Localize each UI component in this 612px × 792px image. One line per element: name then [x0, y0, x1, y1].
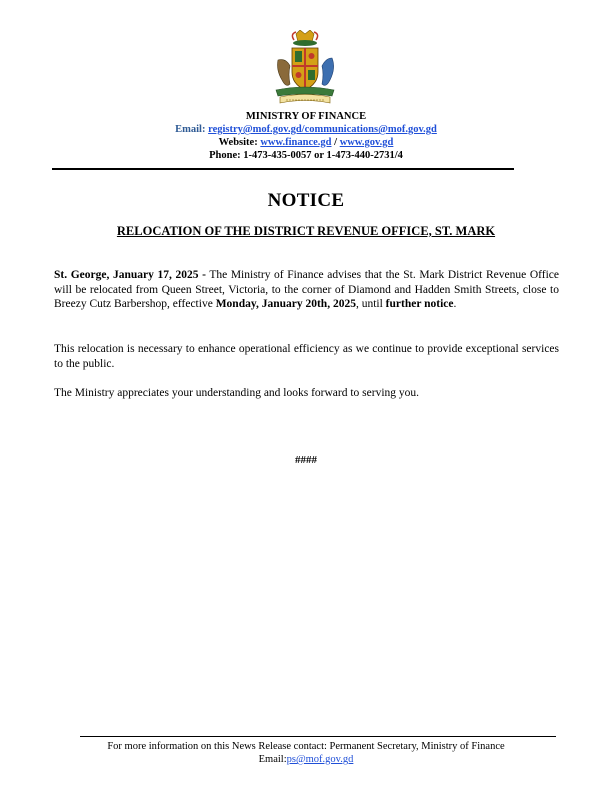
effective-date: Monday, January 20th, 2025	[215, 298, 356, 311]
header-email-link[interactable]: registry@mof.gov.gd/communications@mof.gov.gd	[208, 124, 437, 135]
notice-subtitle: RELOCATION OF THE DISTRICT REVENUE OFFICE, ST. MARK	[116, 224, 496, 238]
footer-email-line	[0, 753, 612, 766]
until-further-notice: further notice	[385, 298, 454, 311]
website-link-gov[interactable]: www.gov.gd	[339, 137, 394, 148]
footer-email-link[interactable]: ps@mof.gov.gd	[286, 754, 354, 765]
paragraph-2: This relocation is necessary to enhance operational efficiency as we continue to provide exceptional services to the public.	[54, 343, 559, 370]
header-website-label: Website:	[218, 137, 258, 148]
website-link-finance[interactable]: www.finance.gd	[260, 137, 332, 148]
paragraph-1-text-b: , until	[355, 298, 386, 311]
paragraph-1-end: .	[453, 298, 457, 311]
ministry-name: MINISTRY OF FINANCE	[245, 111, 367, 122]
paragraph-1-text-a: The Ministry of Finance advises that the St. Mark District Revenue Office will be relocated from Queen Street, Victoria, to the corner of Diamond and Hadden Smith Streets, close to Breezy Cutz Barbershop, effective	[54, 269, 559, 311]
coat-of-arms-logo	[272, 30, 338, 106]
notice-heading: NOTICE	[267, 190, 345, 211]
header-email-label: Email:	[175, 124, 206, 135]
end-mark: ####	[295, 454, 317, 466]
header-phone: Phone: 1-473-435-0057 or 1-473-440-2731/4	[209, 150, 403, 161]
header-website-line	[0, 136, 612, 149]
header-email-line	[0, 123, 612, 136]
header-divider	[52, 168, 514, 170]
dateline: St. George, January 17, 2025 -	[54, 269, 206, 281]
footer-contact-line: For more information on this News Release contact: Permanent Secretary, Ministry of Finance	[107, 741, 505, 752]
paragraph-3: The Ministry appreciates your understanding and looks forward to serving you.	[54, 387, 420, 399]
website-separator: /	[331, 137, 340, 148]
footer-email-label: Email:	[258, 754, 287, 765]
footer-divider	[80, 736, 556, 737]
paragraph-1	[54, 268, 559, 312]
